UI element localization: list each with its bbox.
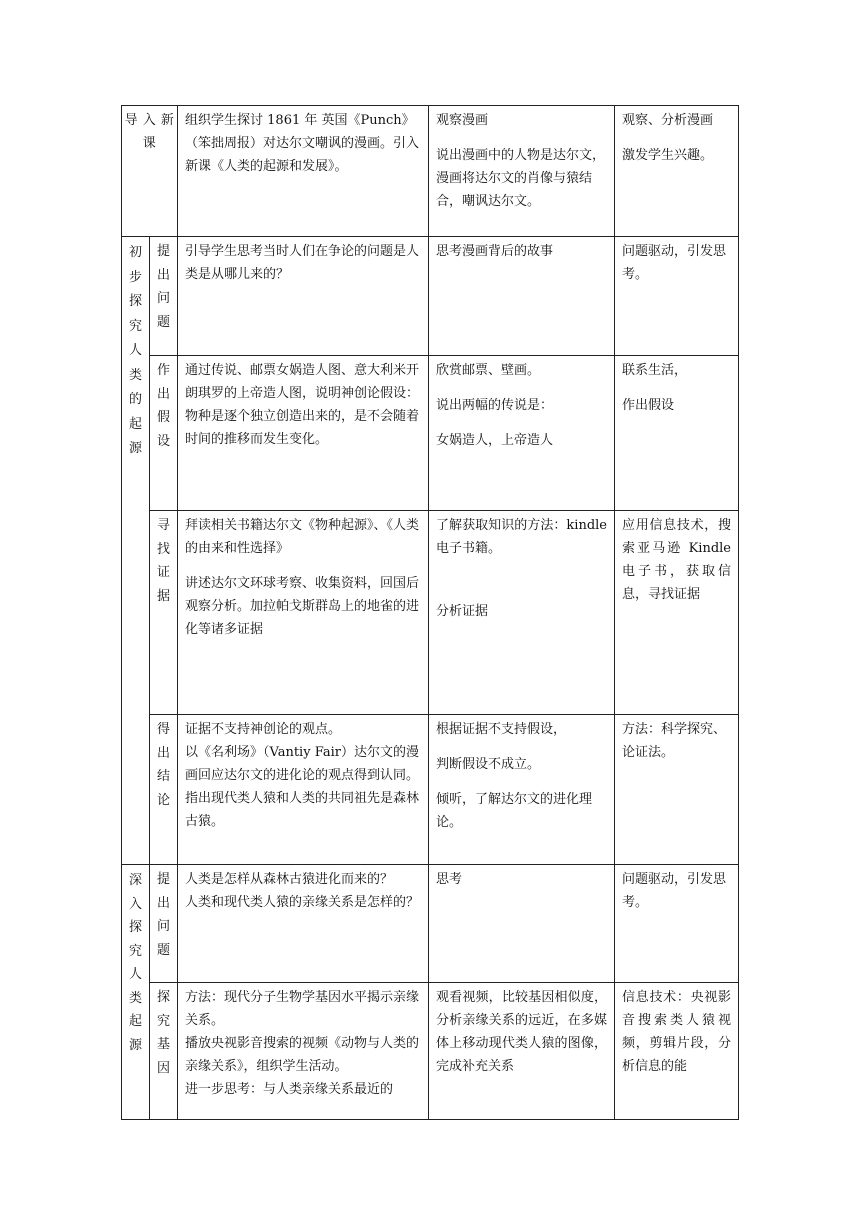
step-s1-evidence: 寻 找 证 据 (150, 511, 178, 715)
intro-intent: 观察、分析漫画 激发学生兴趣。 (615, 106, 739, 237)
s2-ask-intent: 问题驱动，引发思考。 (615, 865, 739, 983)
s1-conclusion-intent: 方法：科学探究、论证法。 (615, 715, 739, 865)
s2-gene-teacher: 方法：现代分子生物学基因水平揭示亲缘关系。 播放央视影音搜索的视频《动物与人类的亲缘关系》，组织学生活动。 进一步思考：与人类亲缘关系最近的 (178, 983, 429, 1120)
step-s2-gene: 探 究 基 因 (150, 983, 178, 1120)
s1-ask-teacher: 引导学生思考当时人们在争论的问题是人类是从哪儿来的？ (178, 237, 429, 356)
step-s1-hypo: 作 出 假 设 (150, 356, 178, 511)
s1-evidence-teacher: 拜读相关书籍达尔文《物种起源》、《人类的由来和性选择》 讲述达尔文环球考察、收集资料，回国后观察分析。加拉帕戈斯群岛上的地雀的进化等诸多证据 (178, 511, 429, 715)
row-s1-evidence (122, 511, 739, 715)
s1-ask-intent: 问题驱动，引发思考。 (615, 237, 739, 356)
intro-student: 观察漫画 说出漫画中的人物是达尔文，漫画将达尔文的肖像与猿结合，嘲讽达尔文。 (429, 106, 615, 237)
row-s1-ask (122, 237, 739, 356)
s1-evidence-student: 了解获取知识的方法：kindle 电子书籍。 分析证据 (429, 511, 615, 715)
step-s2-ask: 提 出 问 题 (150, 865, 178, 983)
stage-section1: 初 步 探 究 人 类 的 起 源 (122, 237, 150, 865)
s1-hypo-teacher: 通过传说、邮票女娲造人图、意大利米开朗琪罗的上帝造人图，说明神创论假设：物种是逐个独立创造出来的，是不会随着时间的推移而发生变化。 (178, 356, 429, 511)
intro-teacher: 组织学生探讨 1861 年 英国《Punch》（笨拙周报）对达尔文嘲讽的漫画。引入新课《人类的起源和发展》。 (178, 106, 429, 237)
lesson-plan-table (121, 105, 739, 1120)
s2-ask-student: 思考 (429, 865, 615, 983)
s2-gene-student: 观看视频，比较基因相似度，分析亲缘关系的远近，在多媒体上移动现代类人猿的图像，完成补充关系 (429, 983, 615, 1120)
s1-hypo-student: 欣赏邮票、壁画。 说出两幅的传说是： 女娲造人，上帝造人 (429, 356, 615, 511)
stage-intro: 导 入 新课 (122, 106, 178, 237)
s1-ask-student: 思考漫画背后的故事 (429, 237, 615, 356)
row-s1-conclusion (122, 715, 739, 865)
row-s1-hypo (122, 356, 739, 511)
s1-conclusion-student: 根据证据不支持假设， 判断假设不成立。 倾听，了解达尔文的进化理论。 (429, 715, 615, 865)
s2-gene-intent: 信息技术：央视影音搜索类人猿视频，剪辑片段，分析信息的能 (615, 983, 739, 1120)
stage-section2: 深 入 探 究 人 类 起 源 (122, 865, 150, 1120)
s1-evidence-intent: 应用信息技术，搜索亚马逊 Kindle 电子书，获取信息，寻找证据 (615, 511, 739, 715)
row-s2-gene (122, 983, 739, 1120)
step-s1-ask: 提 出 问 题 (150, 237, 178, 356)
s1-hypo-intent: 联系生活， 作出假设 (615, 356, 739, 511)
s1-conclusion-teacher: 证据不支持神创论的观点。 以《名利场》（Vantiy Fair）达尔文的漫画回应达尔文的进化论的观点得到认同。 指出现代类人猿和人类的共同祖先是森林古猿。 (178, 715, 429, 865)
row-intro (122, 106, 739, 237)
s2-ask-teacher: 人类是怎样从森林古猿进化而来的？ 人类和现代类人猿的亲缘关系是怎样的？ (178, 865, 429, 983)
step-s1-conclusion: 得 出 结 论 (150, 715, 178, 865)
row-s2-ask (122, 865, 739, 983)
